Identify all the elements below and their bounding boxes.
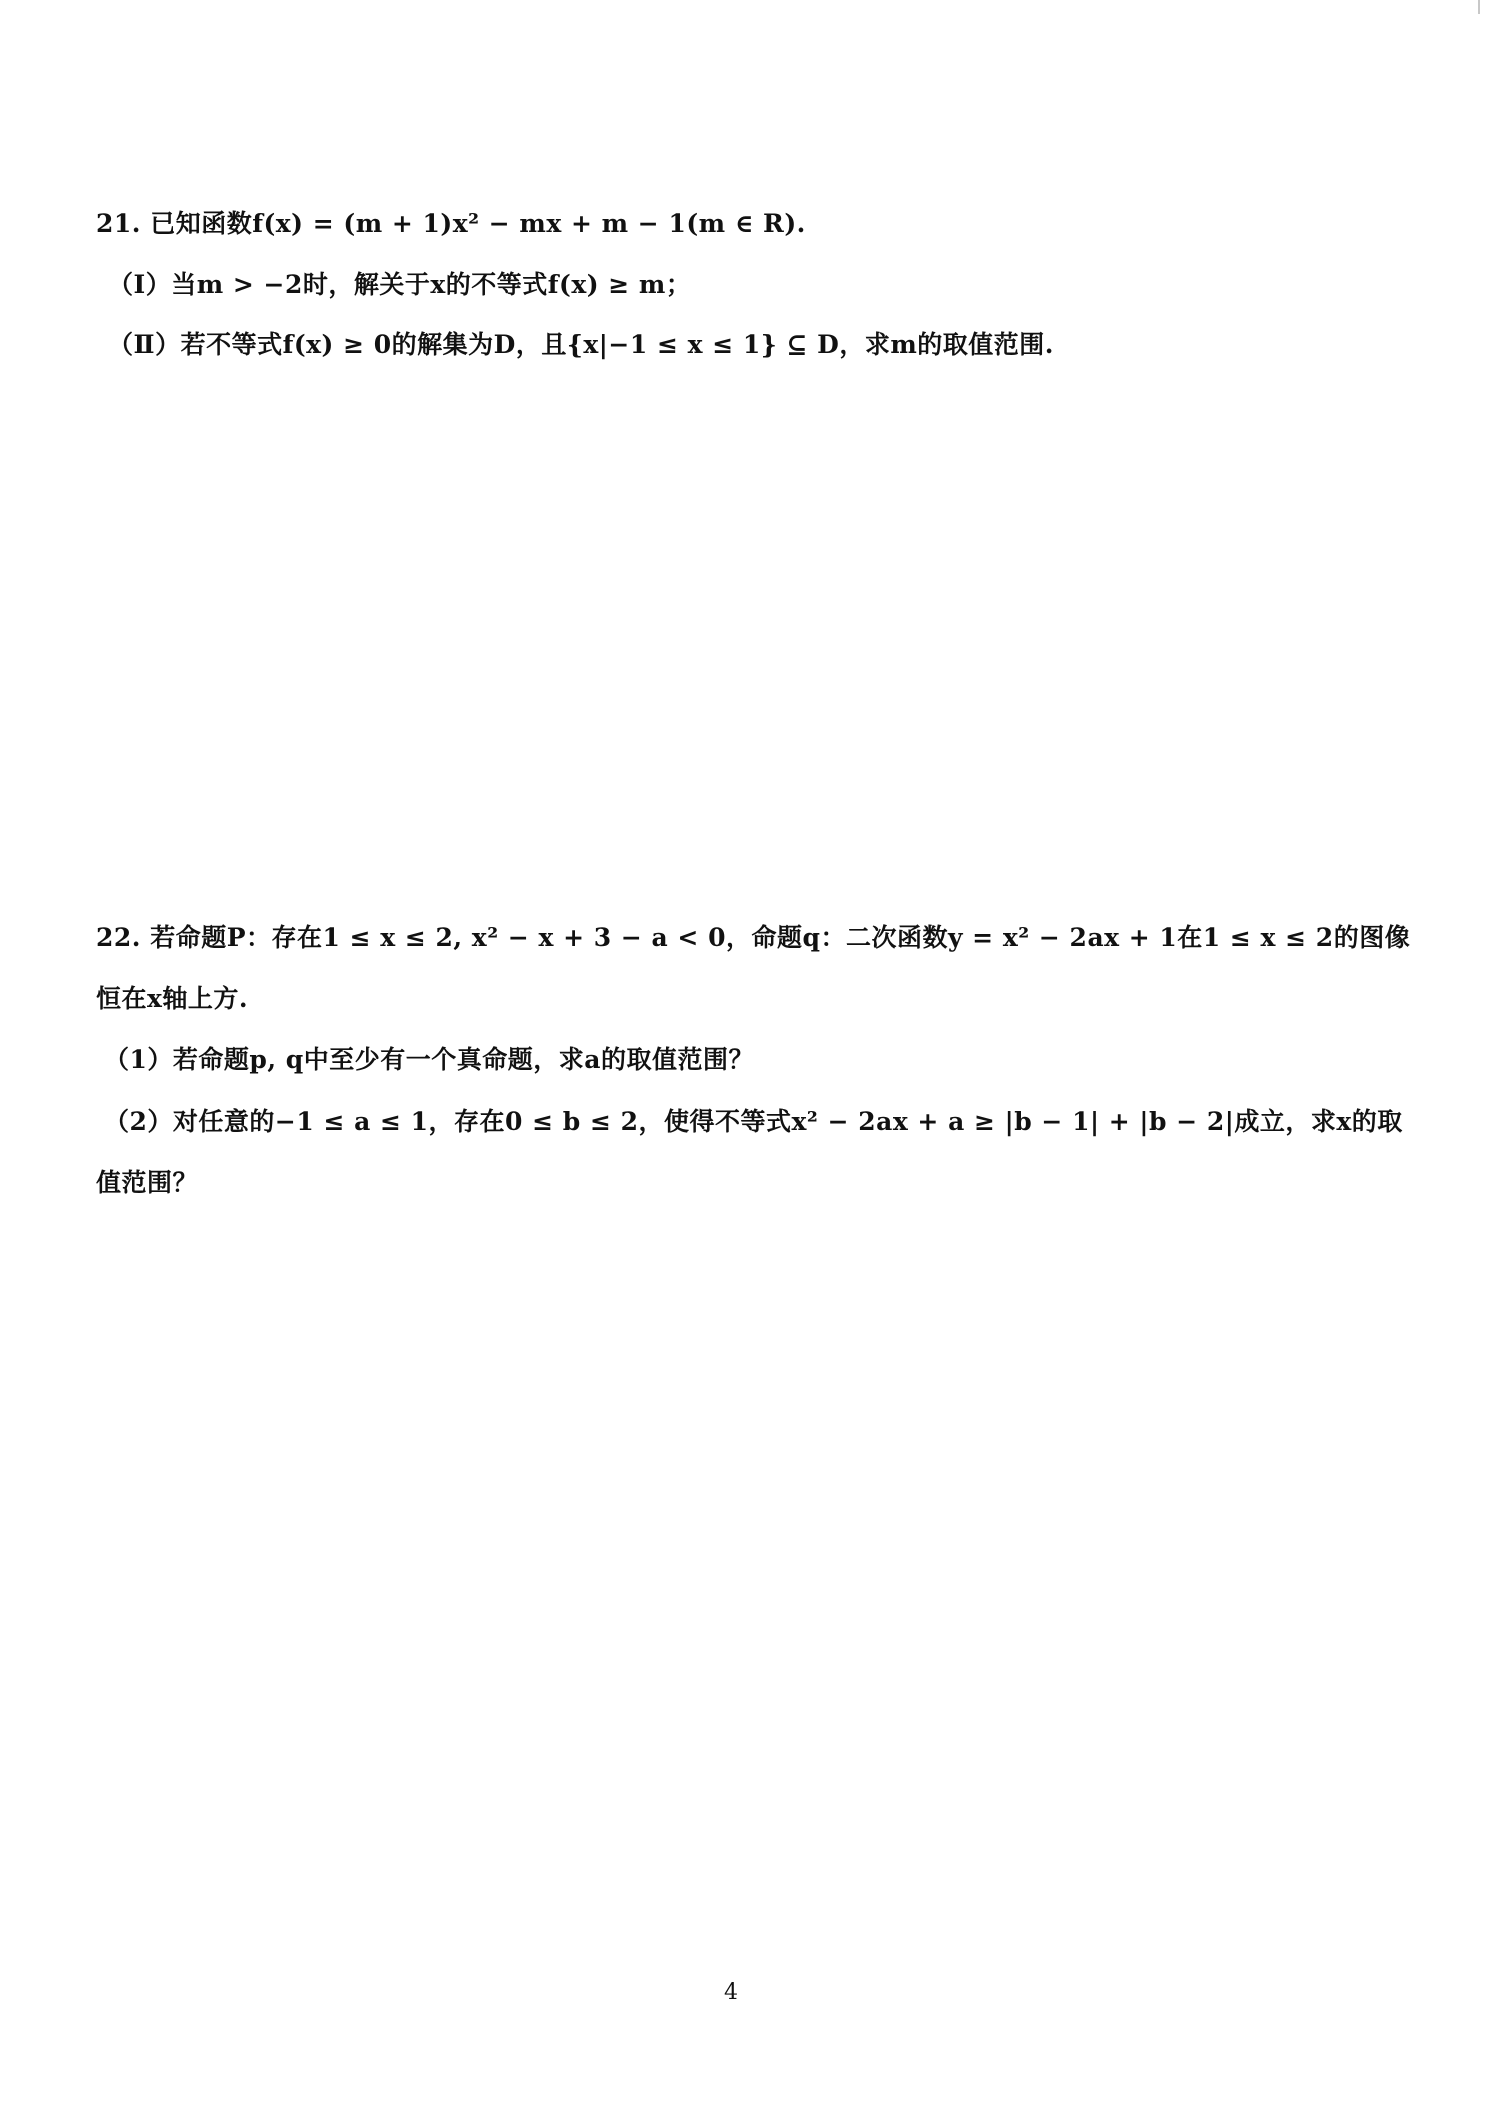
question-21-part-2: （Ⅱ）若不等式f(x) ≥ 0的解集为D，且{x|−1 ≤ x ≤ 1} ⊆ D，求m的取值范围. — [108, 330, 1055, 359]
question-22-part-2-line-2: 值范围？ — [96, 1168, 199, 1197]
question-22-stem-line-2: 恒在x轴上方. — [96, 984, 249, 1013]
question-22-stem-line-1: 22. 若命题P：存在1 ≤ x ≤ 2, x² − x + 3 − a < 0，命题q：二次函数y = x² − 2ax + 1在1 ≤ x ≤ 2的图像 — [96, 923, 1411, 952]
question-21-stem: 21. 已知函数f(x) = (m + 1)x² − mx + m − 1(m ∈ R). — [96, 209, 806, 238]
question-22-part-2-line-1: （2）对任意的−1 ≤ a ≤ 1，存在0 ≤ b ≤ 2，使得不等式x² − 2ax + a ≥ |b − 1| + |b − 2|成立，求x的取 — [104, 1107, 1403, 1136]
page-number: 4 — [724, 1980, 738, 2005]
question-22-part-1: （1）若命题p, q中至少有一个真命题，求a的取值范围？ — [104, 1045, 754, 1074]
scan-edge-mark — [1478, 0, 1480, 14]
question-21-part-1: （Ⅰ）当m > −2时，解关于x的不等式f(x) ≥ m； — [108, 270, 692, 299]
